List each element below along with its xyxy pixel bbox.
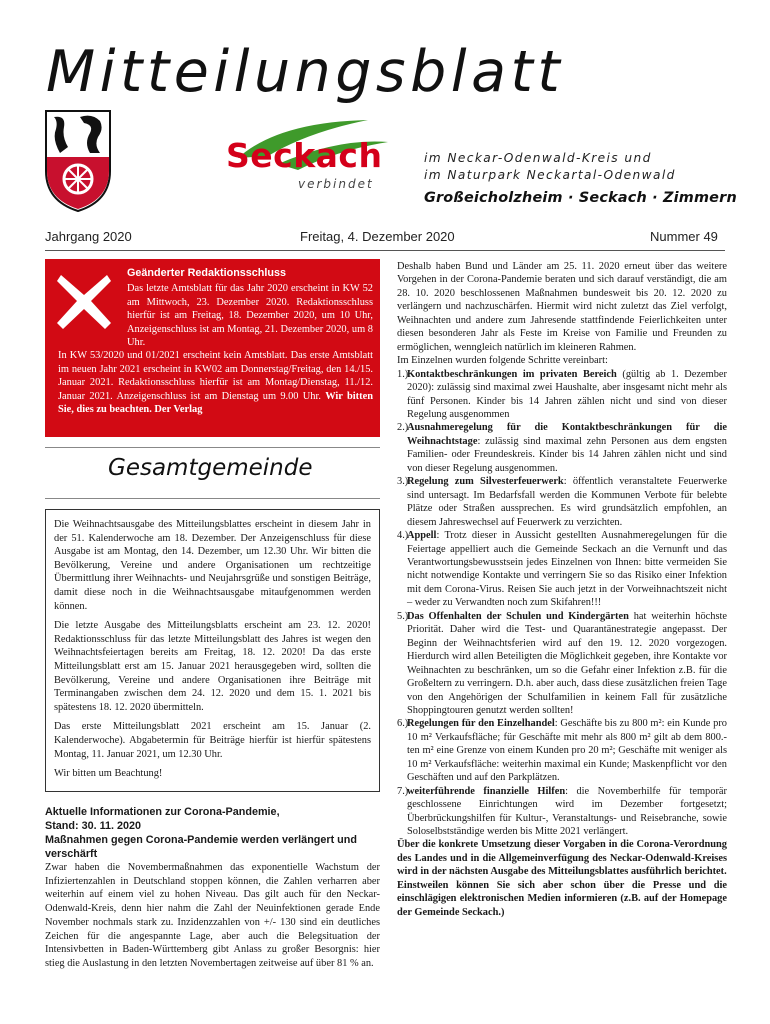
region-block <box>424 150 744 207</box>
issue-year: Jahrgang 2020 <box>45 229 132 244</box>
notice-bottom-text: In KW 53/2020 und 01/2021 erscheint kein Amtsblatt. Das erste Amtsblatt im neuen Jahr 2021 erscheint in KW02 am Donnerstag/Freitag, den 14./15. Januar 2021. Redaktionsschluss hierfür ist am Montag/Dienstag, 11./12. Januar 2021. Anzeigenschluss ist am Dienstag um 9.00 Uhr. <box>58 350 373 402</box>
deadline-notice-box <box>45 259 380 437</box>
article-paragraph: Die Weihnachtsausgabe des Mitteilungsblattes erscheint in diesem Jahr in der 51. Kalenderwoche am 18. Dezember. Der Anzeigenschluss für diese Ausgabe ist am Montag, den 14. Dezember, um 12.30 Uhr. Wir bitten die Bevölkerung, Vereine und andere Organisationen um rechtzeitige Übermittlung ihrer Weihnachts- und Neujahrsgrüße und sonstigen Beiträge, damit diese noch in die Weihnachtsausgabe mitaufgenommen werden können. <box>54 519 371 612</box>
closing-paragraph-1: Über die konkrete Umsetzung dieser Vorgaben in die Corona-Verordnung des Landes und in die Allgemeinverfügung des Neckar-Odenwald-Kreises wird in der nächsten Ausgabe des Mitteilungsblattes ausführlich berichtet. <box>397 839 727 878</box>
right-intro: Deshalb haben Bund und Länder am 25. 11. 2020 erneut über das weitere Vorgehen in der Corona-Pandemie beraten und sich darauf verständigt, die am 28. 10. 2020 beschlossenen Maßnahmen bundesweit bis 20. 12. 2020 zu verlängern und nachzuschärfen. Hiermit wird nicht zuletzt das Ziel verfolgt, Weihnachten und andere zum Jahresende stattfindende Feierlichkeiten unter diesen besonderen Jahr als Feste im Kreise von Familie und Freunden zu ermöglichen, wenngleich natürlich im kleineren Rahmen. <box>397 261 727 353</box>
article-paragraph: Wir bitten um Beachtung! <box>54 768 163 780</box>
right-column-article <box>397 260 727 919</box>
notice-closing: Wir bitten Sie, dies zu beachten. Der Verlag <box>58 390 373 416</box>
corona-body: Zwar haben die Novembermaßnahmen das exponentielle Wachstum der Infiziertenzahlen in Deutschland stoppen können, die Zahlen verharren aber weiterhin auf einem viel zu hohen Niveau. Das gilt auch für den Neckar-Odenwald-Kreis, denn hier nahm die Zahl der Neuinfektionen gerade Ende November nochmals stark zu. Inzidenzzahlen von +/- 130 sind ein deutliches Zeichen für die angespannte Lage, aber auch die Belegsituation der Intensivbetten in Baden-Württemberg gibt Anlass zu großer Besorgnis: hier stieg die Auslastung in den letzten Novembertagen zeitweise auf über 81 % an. <box>45 862 380 969</box>
corona-heading-2: Stand: 30. 11. 2020 <box>45 820 142 832</box>
section-title: Gesamtgemeinde <box>108 455 313 481</box>
logo-name: Seckach <box>226 136 383 175</box>
list-item: 5.) Das Offenhalten der Schulen und Kindergärten hat weiterhin höchste Priorität. Daher wird die Test- und Quarantänestrategie angepasst. Der Beginn der Weihnachtsferien wird auf den 19. 12. 2020 vorgezogen. Hierdurch wird allen Beteiligten die Möglichkeit gegeben, ihre Kontakte vor Weihnachten zu beschränken, um so die Gefahr einer Infektion z.B. für die Großeltern zu verringern. D.h. aber auch, dass diese zusätzlichen freien Tage von den Angehörigen der Schulfamilien in keinem Fall für zusätzliche Shoppingtouren genutzt werden sollten! <box>397 610 727 716</box>
red-x-icon <box>55 271 113 331</box>
christmas-edition-article <box>45 509 380 792</box>
issue-number: Nummer 49 <box>650 229 718 244</box>
measures-list <box>397 368 727 839</box>
towns-line: Großeicholzheim · Seckach · Zimmern <box>424 190 737 206</box>
section-rule-top <box>45 447 380 448</box>
list-item: 3.) Regelung zum Silvesterfeuerwerk: öffentlich veranstaltete Feuerwerke sind untersagt. Im Bedarfsfall werden die Kommunen Verbote für belebte Plätze oder Straßen aussprechen. Es wird grundsätzlich empfohlen, an diesem Jahreswechsel auf Feuerwerk zu verzichten. <box>397 476 727 528</box>
notice-top-text: Das letzte Amtsblatt für das Jahr 2020 erscheint in KW 52 am Mittwoch, 23. Dezember 2020. Redaktionsschluss hierfür ist am Freitag, 18. Dezember 2020, um 10 Uhr, Anzeigenschluss ist am Montag, 21. Dezember 2020, um 8 Uhr. <box>127 283 373 349</box>
section-rule-bottom <box>45 498 380 499</box>
issue-date: Freitag, 4. Dezember 2020 <box>300 229 455 244</box>
header-divider <box>45 250 725 251</box>
notice-bottom-block <box>58 349 373 417</box>
notice-heading: Geänderter Redaktionsschluss <box>127 267 287 279</box>
list-item: 4.) Appell: Trotz dieser in Aussicht gestellten Ausnahmeregelungen für die Feiertage appelliert auch die Gemeinde Seckach an die Vernunft und das Verantwortungsbewusstsein jedes Einzelnen von Ihnen: bitte vermeiden Sie nicht notwendige Kontakte und verringern Sie so das Risiko einer Infektion mit dem Corona-Virus. Reisen Sie auch jetzt in der Vorweihnachtszeit nicht – weder zu Verwandten noch zum Skifahren!!! <box>397 530 727 609</box>
logo-tagline: verbindet <box>298 177 374 191</box>
region-line-2: im Naturpark Neckartal-Odenwald <box>424 168 676 182</box>
closing-paragraph-2: Einstweilen können Sie sich aber schon über die Presse und die einschlägigen elektronischen Medien informieren (z.B. auf der Homepage der Gemeinde Seckach.) <box>397 879 727 918</box>
corona-article <box>45 805 380 971</box>
region-line-1: im Neckar-Odenwald-Kreis und <box>424 151 652 165</box>
right-lead: Im Einzelnen wurden folgende Schritte vereinbart: <box>397 355 608 367</box>
list-item: 6.) Regelungen für den Einzelhandel: Geschäfte bis zu 800 m²: ein Kunde pro 10 m² Verkaufsfläche; für Geschäfte mit mehr als 800 m² gilt ab dem 800.-ten m² eine Grenze von einem Kunden pro 20 m²; Geschäfte mit weniger als 10 m² Verkaufsfläche: weiterhin maximal ein Kunde; Maskenpflicht vor den Geschäften und auf den Parkplätzen. <box>397 718 727 784</box>
article-paragraph: Die letzte Ausgabe des Mitteilungsblatts erscheint am 23. 12. 2020! Redaktionsschluss für das letzte Mitteilungsblatt des Jahres ist wegen den Weihnachtsfeiertagen bereits am Freitag, 18. 12. 2020! Da das erste Mitteilungsblatt erst am 15. Januar 2021 herausgegeben wird, sollten die Bevölkerung, Vereine und andere Organisationen ihre Beiträge mit Terminangaben zwischen dem 24. 12. 2020 und dem 15. 1. 2021 bis spätestens 18. 12. 2020 übermitteln. <box>54 620 371 713</box>
corona-heading-1: Aktuelle Informationen zur Corona-Pandemie, <box>45 806 280 818</box>
corona-heading-3: Maßnahmen gegen Corona-Pandemie werden verlängert und verschärft <box>45 834 357 860</box>
masthead-title: Mitteilungsblatt <box>46 39 565 105</box>
list-item: 2.) Ausnahmeregelung für die Kontaktbeschränkungen für die Weihnachtstage: zulässig sind maximal zehn Personen aus dem engsten Familien- oder Freundeskreis. Kinder bis 14 Jahren zählen nicht und sind von dieser Regelung ausgenommen. <box>397 422 727 474</box>
coat-of-arms-icon <box>44 109 112 213</box>
list-item: 7.) weiterführende finanzielle Hilfen: die Novemberhilfe für temporär geschlossene Einrichtungen wird im Dezember fortgesetzt; Überbrückungshilfen für Kultur-, Veranstaltungs- und Reisebranche, sowie Soloselbstständige werden bis Mitte 2021 verlängert. <box>397 785 727 838</box>
list-item: 1.) Kontaktbeschränkungen im privaten Bereich (gültig ab 1. Dezember 2020): zulässig sind maximal zwei Haushalte, aber insgesamt nicht mehr als fünf Personen. Kinder bis 14 Jahren zählen nicht und sind von dieser Regelung ausgenommen <box>397 368 727 420</box>
article-paragraph: Das erste Mitteilungsblatt 2021 erscheint am 15. Januar (2. Kalenderwoche). Abgabetermin für Beiträge hierfür ist hierfür spätestens Montag, 11. Januar 2021, um 12.30 Uhr. <box>54 721 371 760</box>
